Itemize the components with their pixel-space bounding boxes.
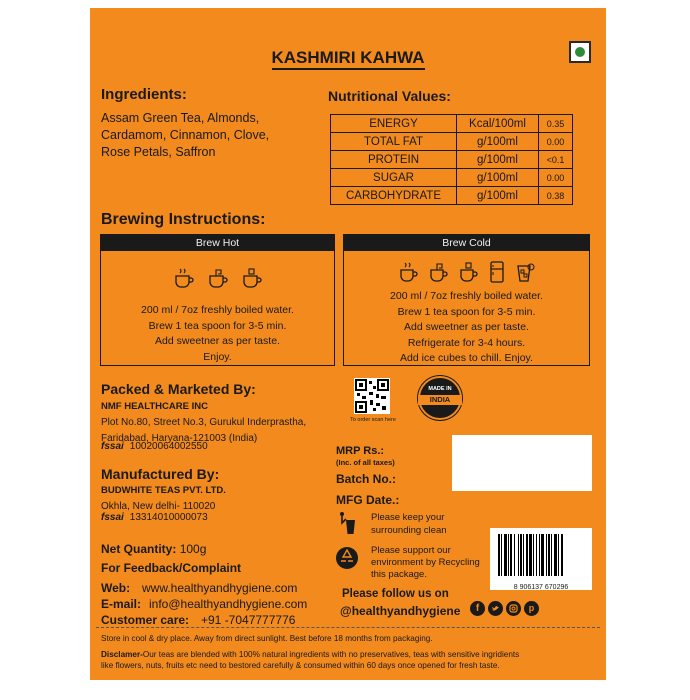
product-title: KASHMIRI KAHWA bbox=[90, 48, 606, 68]
pinterest-icon[interactable]: p bbox=[524, 601, 539, 616]
veg-mark-icon bbox=[569, 41, 591, 63]
social-icons bbox=[470, 601, 539, 616]
batch-label: Batch No.: bbox=[336, 472, 396, 486]
web-link[interactable]: www.healthyandhygiene.com bbox=[142, 581, 298, 595]
barcode-bar bbox=[554, 534, 557, 576]
manufactured-address: BUDWHITE TEAS PVT. LTD. Okhla, New delhi- 110020 bbox=[101, 485, 226, 512]
packed-heading: Packed & Marketed By: bbox=[101, 381, 256, 397]
brew-cold-steps: 200 ml / 7oz freshly boiled water. Brew 1 tea spoon for 3-5 min. Add sweetner as per taste. Refrigerate for 3-4 hours. Add ice cubes to chill. Enjoy. bbox=[390, 290, 543, 364]
brew-cold-icons bbox=[344, 261, 589, 283]
facebook-icon[interactable]: f bbox=[470, 601, 485, 616]
brew-cold-label: Brew Cold bbox=[344, 235, 589, 251]
manufactured-license: fssai 13314010000073 bbox=[101, 512, 208, 523]
barcode-bar bbox=[541, 534, 544, 576]
barcode-bar bbox=[520, 534, 522, 576]
cup-teabag-icon bbox=[206, 267, 230, 289]
cup-teabag-icon bbox=[428, 261, 450, 283]
brew-hot-label: Brew Hot bbox=[101, 235, 334, 251]
refrigerator-icon bbox=[488, 261, 506, 283]
brew-hot-box bbox=[100, 234, 335, 366]
cup-steam-icon bbox=[398, 261, 420, 283]
price-print-area bbox=[452, 435, 592, 491]
ingredients-heading: Ingredients: bbox=[101, 86, 187, 103]
web-row: Web: www.healthyandhygiene.com bbox=[101, 581, 298, 595]
cup-sugar-icon bbox=[458, 261, 480, 283]
instagram-icon[interactable] bbox=[506, 601, 521, 616]
mrp-label: MRP Rs.: bbox=[336, 445, 385, 457]
fssai-logo: fssai bbox=[101, 441, 124, 452]
net-quantity: Net Quantity: 100g bbox=[101, 542, 207, 556]
barcode-bar bbox=[558, 534, 559, 576]
mrp-sub: (Inc. of all taxes) bbox=[336, 458, 395, 467]
barcode bbox=[490, 528, 592, 590]
cup-steam-icon bbox=[172, 267, 196, 289]
made-in-india-seal: MADE IN INDIA bbox=[418, 376, 462, 420]
table-row: ENERGY Kcal/100ml 0.35 bbox=[331, 115, 573, 133]
clean-message: Please keep your surrounding clean bbox=[371, 512, 447, 536]
ingredients-list: Assam Green Tea, Almonds, Cardamom, Cinnamon, Clove, Rose Petals, Saffron bbox=[101, 111, 270, 159]
social-handle[interactable]: @healthyandhygiene bbox=[340, 604, 461, 618]
storage-note: Store in cool & dry place. Away from direct sunlight. Best before 18 months from packaging. bbox=[101, 634, 433, 643]
divider bbox=[96, 627, 600, 628]
barcode-bar bbox=[551, 534, 552, 576]
brew-cold-box bbox=[343, 234, 590, 366]
table-row: TOTAL FAT g/100ml 0.00 bbox=[331, 133, 573, 151]
fssai-logo: fssai bbox=[101, 512, 124, 523]
brew-hot-icons bbox=[101, 267, 334, 289]
trash-bin-icon bbox=[337, 511, 357, 535]
barcode-number: 8 906137 670296 bbox=[513, 584, 569, 591]
brewing-heading: Brewing Instructions: bbox=[101, 211, 266, 228]
barcode-bar bbox=[504, 534, 507, 576]
table-row: PROTEIN g/100ml <0.1 bbox=[331, 151, 573, 169]
disclaimer: Disclamer-Our teas are blended with 100% natural ingredients with no preservatives, teas with sensitive ingridients like flowers, nuts, fruits etc need to bestored carefully & consumed within 60 days once opened for fresh taste. bbox=[101, 650, 520, 670]
email-link[interactable]: info@healthyandhygiene.com bbox=[149, 597, 308, 611]
recycle-icon bbox=[335, 546, 359, 570]
barcode-bar bbox=[529, 534, 532, 576]
brew-hot-steps: 200 ml / 7oz freshly boiled water. Brew 1 tea spoon for 3-5 min. Add sweetner as per taste. Enjoy. bbox=[141, 304, 294, 363]
barcode-bar bbox=[548, 534, 550, 576]
barcode-bar bbox=[498, 534, 500, 576]
care-row: Customer care: +91 -7047777776 bbox=[101, 613, 296, 627]
barcode-bar bbox=[510, 534, 512, 576]
barcode-bar bbox=[539, 534, 540, 576]
recycle-message: Please support our environment by Recycling this package. bbox=[371, 545, 480, 580]
barcode-bar bbox=[546, 534, 547, 576]
cup-sugar-icon bbox=[240, 267, 264, 289]
nutrition-table bbox=[330, 114, 573, 205]
barcode-bar bbox=[526, 534, 528, 576]
nutrition-heading: Nutritional Values: bbox=[328, 88, 451, 104]
manufactured-heading: Manufactured By: bbox=[101, 466, 220, 482]
iced-drink-icon bbox=[514, 261, 536, 283]
twitter-icon[interactable] bbox=[488, 601, 503, 616]
barcode-bar bbox=[501, 534, 502, 576]
qr-code[interactable] bbox=[354, 378, 390, 414]
table-row: CARBOHYDRATE g/100ml 0.38 bbox=[331, 187, 573, 205]
barcode-bar bbox=[561, 534, 563, 576]
qr-caption: To order scan here bbox=[350, 417, 396, 423]
barcode-bar bbox=[514, 534, 515, 576]
follow-label: Please follow us on bbox=[342, 588, 449, 600]
mfg-label: MFG Date.: bbox=[336, 493, 400, 507]
barcode-bar bbox=[518, 534, 519, 576]
packed-address: NMF HEALTHCARE INC Plot No.80, Street No.3, Gurukul Inderprastha, Faridabad, Haryana-121003 (India) bbox=[101, 401, 307, 444]
product-label-back bbox=[90, 8, 606, 680]
barcode-bars bbox=[490, 528, 592, 578]
email-row: E-mail: info@healthyandhygiene.com bbox=[101, 597, 308, 611]
barcode-bar bbox=[533, 534, 534, 576]
barcode-bar bbox=[523, 534, 524, 576]
feedback-heading: For Feedback/Complaint bbox=[101, 561, 242, 575]
table-row: SUGAR g/100ml 0.00 bbox=[331, 169, 573, 187]
barcode-bar bbox=[508, 534, 509, 576]
care-phone: +91 -7047777776 bbox=[201, 613, 296, 627]
barcode-bar bbox=[536, 534, 537, 576]
packed-license: fssai 10020064002550 bbox=[101, 441, 208, 452]
